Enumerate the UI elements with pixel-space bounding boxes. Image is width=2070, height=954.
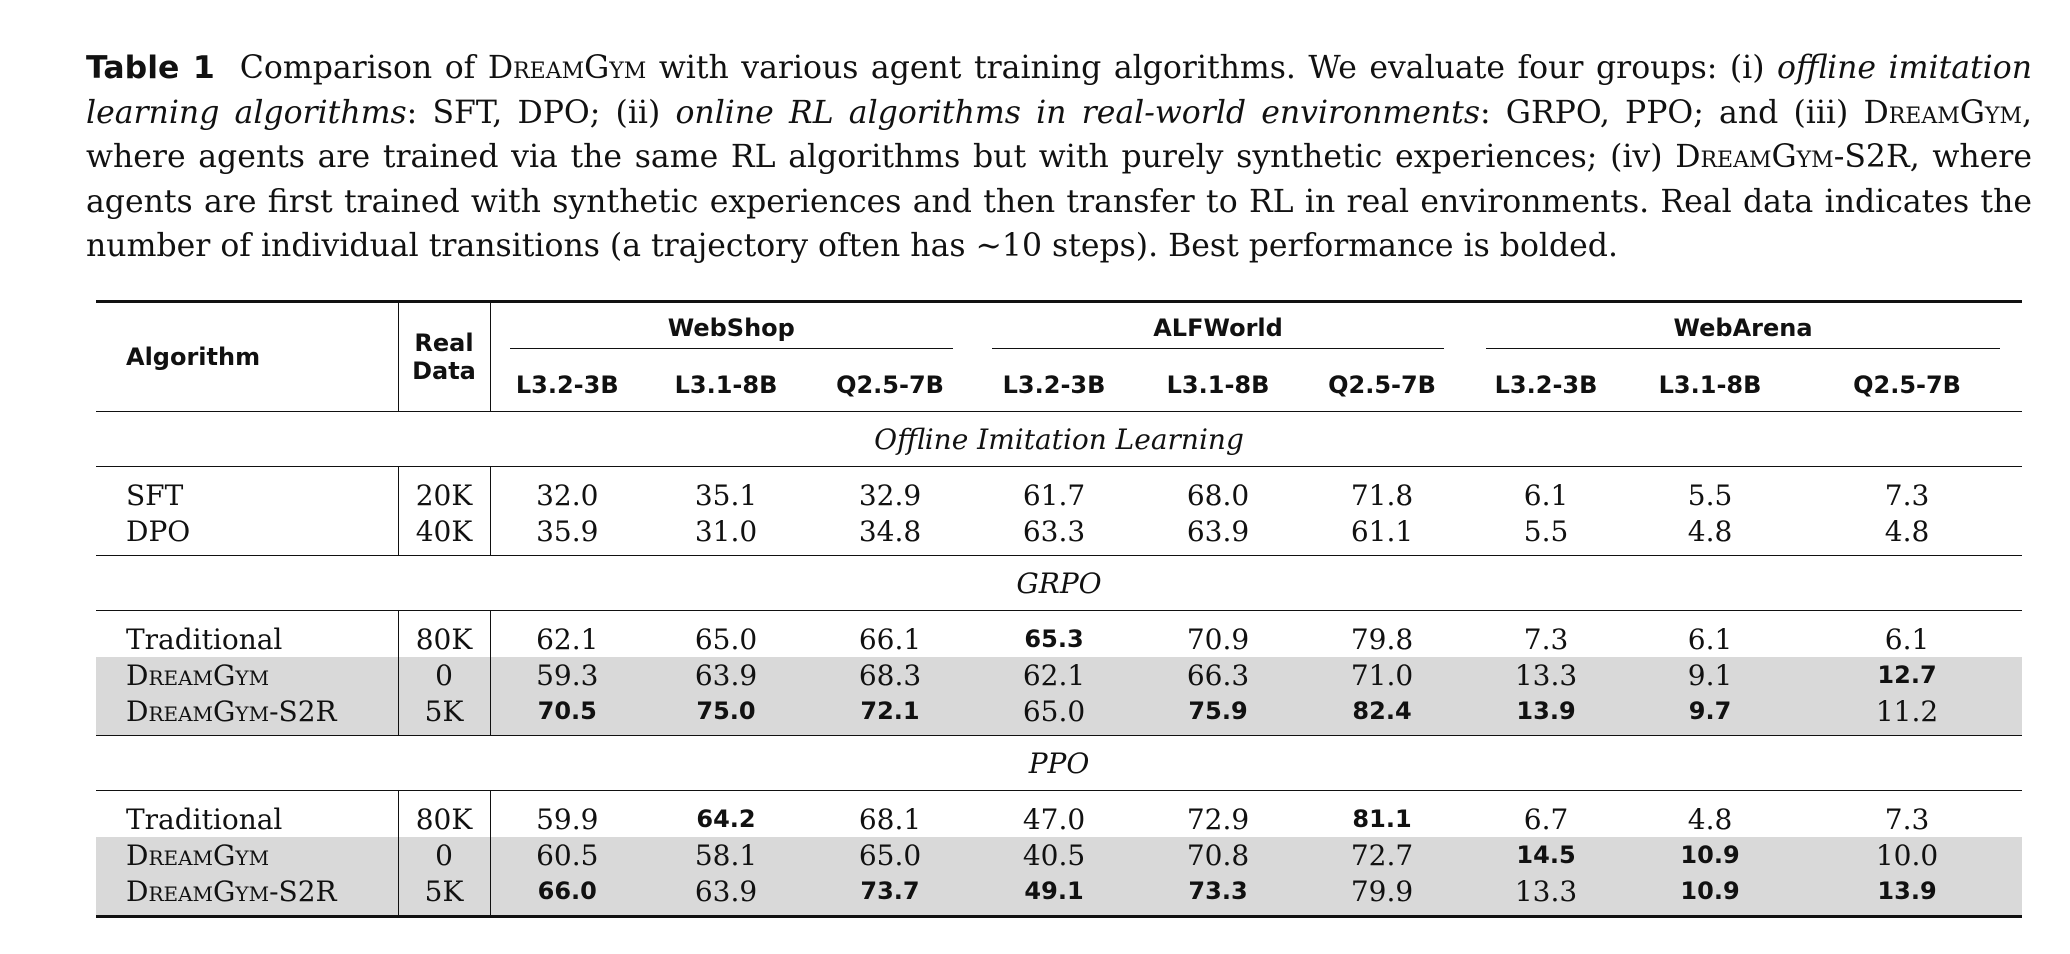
table-row — [96, 837, 2022, 873]
table-cell: 32.0 — [536, 478, 599, 512]
header-real-line2: Data — [412, 357, 476, 385]
section-label: GRPO — [96, 556, 2022, 611]
table-cell: 62.1 — [972, 657, 1136, 693]
table-cell: 6.7 — [1523, 802, 1569, 836]
row-algorithm: DPO — [96, 513, 398, 556]
header-group-webarena — [1464, 302, 2022, 360]
results-table — [96, 300, 2022, 918]
header-group-webshop — [490, 302, 972, 360]
table-cell: 61.1 — [1350, 514, 1414, 548]
header-model: L3.1-8B — [1136, 359, 1300, 412]
row-algorithm: DreamGym-S2R — [96, 873, 398, 917]
table-cell-best: 13.9 — [1464, 693, 1628, 736]
table-cell: 7.3 — [1884, 478, 1930, 512]
section-row-grpo — [96, 556, 2022, 611]
results-table-container — [96, 300, 2022, 918]
header-real-line1: Real — [414, 329, 474, 357]
header-model: L3.2-3B — [972, 359, 1136, 412]
table-row — [96, 791, 2022, 838]
row-real-data: 5K — [398, 873, 490, 917]
table-row — [96, 873, 2022, 917]
table-cell: 63.9 — [644, 657, 808, 693]
row-real-data: 40K — [398, 513, 490, 556]
table-row — [96, 467, 2022, 514]
table-cell: 66.1 — [858, 622, 922, 656]
table-cell: 35.1 — [694, 478, 758, 512]
table-cell-best: 70.5 — [490, 693, 644, 736]
section-row-ppo — [96, 736, 2022, 791]
group-label-alfworld: ALFWorld — [992, 314, 1445, 349]
table-cell: 66.3 — [1136, 657, 1300, 693]
table-cell-best: 73.3 — [1136, 873, 1300, 917]
table-cell: 71.8 — [1350, 478, 1414, 512]
row-real-data: 0 — [398, 837, 490, 873]
row-real-data: 20K — [398, 467, 490, 514]
table-cell: 5.5 — [1687, 478, 1733, 512]
row-algorithm: DreamGym-S2R — [96, 693, 398, 736]
table-cell-best: 9.7 — [1628, 693, 1792, 736]
row-algorithm: Traditional — [96, 791, 398, 838]
caption-text-5: , where agents are trained via the same RL algorithms but with purely synthetic experiences; (iv) — [86, 94, 2032, 175]
table-cell: 40.5 — [972, 837, 1136, 873]
caption-online-emphasis: online RL algorithms in real-world environments — [675, 94, 1480, 131]
table-cell-best: 12.7 — [1792, 657, 2022, 693]
table-cell: 7.3 — [1884, 802, 1930, 836]
header-model: L3.2-3B — [490, 359, 644, 412]
table-label: Table 1 — [86, 50, 215, 86]
table-cell: 31.0 — [694, 514, 758, 548]
section-row-offline — [96, 412, 2022, 467]
section-label: Offline Imitation Learning — [96, 412, 2022, 467]
table-cell-best: 73.7 — [808, 873, 972, 917]
row-algorithm: SFT — [96, 467, 398, 514]
table-cell: 7.3 — [1523, 622, 1569, 656]
table-cell: 4.8 — [1687, 514, 1733, 548]
table-cell: 4.8 — [1687, 802, 1733, 836]
table-cell-best: 13.9 — [1792, 873, 2022, 917]
table-cell: 68.1 — [858, 802, 922, 836]
table-cell-best: 14.5 — [1464, 837, 1628, 873]
group-label-webarena: WebArena — [1486, 314, 1999, 349]
table-cell: 13.3 — [1464, 873, 1628, 917]
table-cell-best: 10.9 — [1628, 873, 1792, 917]
caption-text-3: : SFT, DPO; (ii) — [406, 94, 661, 131]
table-cell-best: 65.3 — [1024, 625, 1084, 653]
table-row — [96, 611, 2022, 658]
header-model: Q2.5-7B — [808, 359, 972, 412]
table-cell: 34.8 — [858, 514, 922, 548]
table-cell: 35.9 — [536, 514, 599, 548]
table-cell: 79.9 — [1300, 873, 1464, 917]
table-cell: 47.0 — [1022, 802, 1086, 836]
table-row — [96, 657, 2022, 693]
table-cell-best: 10.9 — [1628, 837, 1792, 873]
caption-text-1: Comparison of — [239, 50, 476, 86]
header-model: Q2.5-7B — [1792, 359, 2022, 412]
table-caption — [86, 46, 2032, 269]
table-cell: 11.2 — [1792, 693, 2022, 736]
table-cell: 59.9 — [536, 802, 599, 836]
table-cell: 58.1 — [644, 837, 808, 873]
table-cell: 71.0 — [1300, 657, 1464, 693]
row-algorithm: DreamGym — [96, 657, 398, 693]
table-cell-best: 64.2 — [696, 805, 756, 833]
table-cell-best: 82.4 — [1300, 693, 1464, 736]
table-cell: 60.5 — [490, 837, 644, 873]
table-cell: 70.8 — [1136, 837, 1300, 873]
table-cell-best: 75.0 — [644, 693, 808, 736]
table-cell: 4.8 — [1884, 514, 1930, 548]
table-cell: 79.8 — [1350, 622, 1414, 656]
table-cell: 32.9 — [858, 478, 922, 512]
header-row-groups — [96, 302, 2022, 360]
table-cell: 72.9 — [1186, 802, 1250, 836]
table-cell: 63.9 — [644, 873, 808, 917]
header-model: Q2.5-7B — [1300, 359, 1464, 412]
table-cell-best: 75.9 — [1136, 693, 1300, 736]
caption-dreamgym-s2r: DreamGym-S2R — [1675, 139, 1910, 175]
table-cell: 6.1 — [1884, 622, 1930, 656]
caption-dreamgym-1: DreamGym — [487, 50, 647, 86]
row-real-data: 80K — [398, 611, 490, 658]
table-cell: 65.0 — [808, 837, 972, 873]
header-model: L3.1-8B — [1628, 359, 1792, 412]
caption-dreamgym-2: DreamGym — [1863, 94, 2022, 131]
caption-offline-emphasis: offline imitation learning algorithms — [86, 50, 2033, 131]
table-cell-best: 72.1 — [808, 693, 972, 736]
table-cell: 10.0 — [1792, 837, 2022, 873]
table-cell-best: 49.1 — [972, 873, 1136, 917]
caption-text-6: , where agents are first trained with synthetic experiences and then transfer to RL in real environments. Real data indicates the number of individual transitions (a trajectory often has ∼10 steps). Best performance is bolded. — [86, 139, 2032, 264]
row-algorithm: Traditional — [96, 611, 398, 658]
section-label: PPO — [96, 736, 2022, 791]
header-model: L3.2-3B — [1464, 359, 1628, 412]
table-cell-best: 66.0 — [490, 873, 644, 917]
header-group-alfworld — [972, 302, 1464, 360]
table-cell: 59.3 — [490, 657, 644, 693]
table-cell: 72.7 — [1300, 837, 1464, 873]
table-cell: 70.9 — [1186, 622, 1250, 656]
table-cell: 68.0 — [1186, 478, 1250, 512]
table-cell: 65.0 — [972, 693, 1136, 736]
table-cell: 6.1 — [1523, 478, 1569, 512]
table-row — [96, 513, 2022, 556]
header-real-data — [398, 302, 490, 412]
row-algorithm: DreamGym — [96, 837, 398, 873]
table-row — [96, 693, 2022, 736]
row-real-data: 80K — [398, 791, 490, 838]
table-cell: 9.1 — [1628, 657, 1792, 693]
header-model: L3.1-8B — [644, 359, 808, 412]
table-cell: 65.0 — [694, 622, 758, 656]
row-real-data: 0 — [398, 657, 490, 693]
row-real-data: 5K — [398, 693, 490, 736]
table-cell: 62.1 — [536, 622, 599, 656]
table-cell: 6.1 — [1687, 622, 1733, 656]
caption-text-4: : GRPO, PPO; and (iii) — [1479, 94, 1849, 131]
table-cell: 5.5 — [1523, 514, 1569, 548]
caption-text-2: with various agent training algorithms. We evaluate four groups: (i) — [658, 50, 1765, 86]
group-label-webshop: WebShop — [510, 314, 953, 349]
table-cell: 63.3 — [1022, 514, 1086, 548]
table-cell: 13.3 — [1464, 657, 1628, 693]
header-algorithm: Algorithm — [96, 302, 398, 412]
table-cell: 61.7 — [1022, 478, 1086, 512]
table-cell: 68.3 — [808, 657, 972, 693]
table-cell-best: 81.1 — [1352, 805, 1412, 833]
table-cell: 63.9 — [1186, 514, 1250, 548]
